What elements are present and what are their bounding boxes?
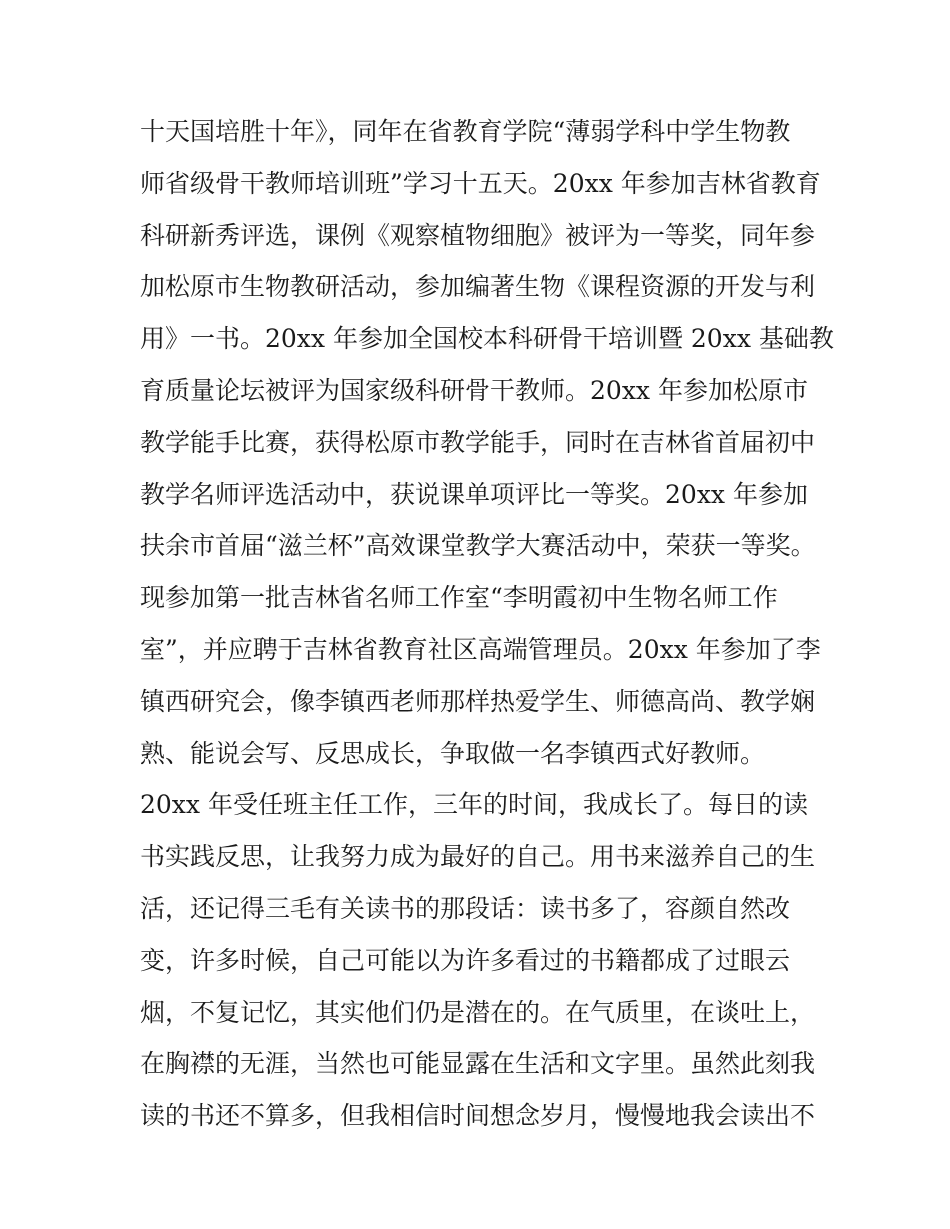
text-line-10: 现参加第一批吉林省名师工作室“李明霞初中生物名师工作	[140, 583, 778, 613]
text-line-18: 烟，不复记忆，其实他们仍是潜在的。在气质里，在谈吐上，	[140, 997, 816, 1027]
text-line-8: 教学名师评选活动中，获说课单项评比一等奖。20xx 年参加	[140, 479, 808, 509]
text-line-16: 活，还记得三毛有关读书的那段话：读书多了，容颜自然改	[140, 893, 791, 923]
text-line-4: 加松原市生物教研活动，参加编著生物《课程资源的开发与利	[140, 272, 816, 302]
text-line-1: 十天国培胜十年》，同年在省教育学院“薄弱学科中学生物教	[140, 117, 791, 146]
text-line-9: 扶余市首届“滋兰杯”高效课堂教学大赛活动中，荣获一等奖。	[140, 531, 816, 561]
text-line-5: 用》一书。20xx 年参加全国校本科研骨干培训暨 20xx 基础教	[140, 324, 834, 354]
text-line-12: 镇西研究会，像李镇西老师那样热爱学生、师德高尚、教学娴	[140, 686, 816, 716]
text-line-19: 在胸襟的无涯，当然也可能显露在生活和文字里。虽然此刻我	[140, 1049, 816, 1079]
body-text	[140, 106, 834, 1142]
text-line-17: 变，许多时候，自己可能以为许多看过的书籍都成了过眼云	[140, 945, 791, 975]
text-line-13: 熟、能说会写、反思成长，争取做一名李镇西式好教师。	[140, 738, 766, 768]
text-line-14: 20xx 年受任班主任工作，三年的时间，我成长了。每日的读	[140, 790, 808, 820]
text-line-6: 育质量论坛被评为国家级科研骨干教师。20xx 年参加松原市	[140, 375, 808, 405]
text-line-7: 教学能手比赛，获得松原市教学能手，同时在吉林省首届初中	[140, 427, 816, 457]
text-line-2: 师省级骨干教师培训班”学习十五天。20xx 年参加吉林省教育	[140, 168, 821, 198]
text-line-11: 室”，并应聘于吉林省教育社区高端管理员。20xx 年参加了李	[140, 634, 821, 664]
text-line-3: 科研新秀评选，课例《观察植物细胞》被评为一等奖，同年参	[140, 220, 816, 250]
text-line-15: 书实践反思，让我努力成为最好的自己。用书来滋养自己的生	[140, 842, 816, 872]
text-line-20: 读的书还不算多，但我相信时间想念岁月，慢慢地我会读出不	[140, 1101, 816, 1131]
